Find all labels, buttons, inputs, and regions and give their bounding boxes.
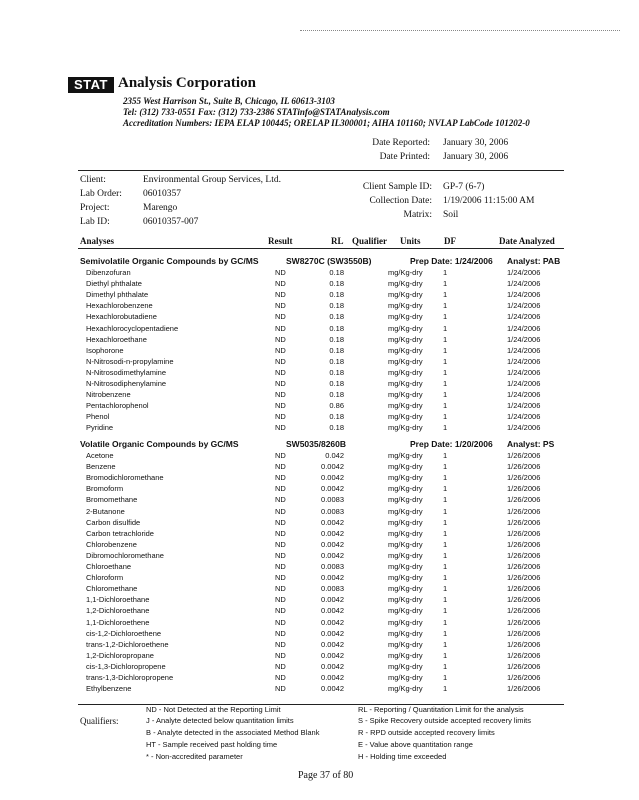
analyte-units: mg/Kg-dry <box>388 661 423 671</box>
analyte-name: Dibromochloromethane <box>86 550 164 560</box>
analyte-date: 1/26/2006 <box>507 550 541 560</box>
analyte-units: mg/Kg-dry <box>388 539 423 549</box>
analyte-result: ND <box>275 495 286 505</box>
collection-date-label: Collection Date: <box>369 196 432 206</box>
analyte-result: ND <box>275 334 286 344</box>
analyte-rl: 0.0042 <box>321 517 344 527</box>
analyte-df: 1 <box>443 301 448 311</box>
col-df: DF <box>444 236 456 246</box>
qualifiers-label: Qualifiers: <box>80 716 119 726</box>
analyte-rl: 0.18 <box>329 268 344 277</box>
header-divider-top <box>78 170 564 171</box>
col-rl: RL <box>331 236 344 246</box>
analyte-rl: 0.042 <box>325 451 344 460</box>
analyte-result: ND <box>275 684 286 694</box>
analyte-units: mg/Kg-dry <box>388 617 423 627</box>
project-value: Marengo <box>143 203 178 213</box>
analyte-result: ND <box>275 367 286 377</box>
analyte-rl: 0.0042 <box>321 550 344 560</box>
client-sample-id-label: Client Sample ID: <box>362 182 432 192</box>
analyte-date: 1/24/2006 <box>507 412 541 422</box>
analyte-date: 1/24/2006 <box>507 379 541 388</box>
analyte-units: mg/Kg-dry <box>388 673 423 682</box>
analyte-units: mg/Kg-dry <box>388 550 423 560</box>
analyte-units: mg/Kg-dry <box>388 650 423 660</box>
analyte-name: Chloroform <box>86 573 124 583</box>
analyte-units: mg/Kg-dry <box>388 379 423 388</box>
analyte-rl: 0.0042 <box>321 484 344 494</box>
col-qualifier: Qualifier <box>352 236 387 246</box>
analyte-name: 1,1-Dichloroethane <box>86 595 150 605</box>
date-reported-value: January 30, 2006 <box>443 138 509 148</box>
analyte-name: Chloromethane <box>86 584 138 594</box>
analyte-df: 1 <box>443 473 448 483</box>
qualifier-s: S - Spike Recovery outside accepted recovery limits <box>358 716 531 725</box>
analyte-rl: 0.18 <box>329 356 344 366</box>
analyte-df: 1 <box>443 268 448 277</box>
analyte-result: ND <box>275 506 286 516</box>
analyte-result: ND <box>275 528 286 538</box>
analyte-df: 1 <box>443 528 448 538</box>
analyte-units: mg/Kg-dry <box>388 390 423 400</box>
analyte-df: 1 <box>443 539 448 549</box>
company-address: 2355 West Harrison St., Suite B, Chicago, IL 60613-3103 <box>123 96 335 106</box>
section-analyst: Analyst: PS <box>507 439 555 449</box>
analyte-df: 1 <box>443 673 448 682</box>
analyte-units: mg/Kg-dry <box>388 412 423 422</box>
analyte-name: 1,1-Dichloroethene <box>86 617 150 627</box>
qualifier-rl: RL - Reporting / Quantitation Limit for the analysis <box>358 705 524 714</box>
analyte-date: 1/24/2006 <box>507 268 541 277</box>
analyte-rl: 0.18 <box>329 290 344 300</box>
analyte-df: 1 <box>443 517 448 527</box>
analyte-units: mg/Kg-dry <box>388 301 423 311</box>
analyte-date: 1/26/2006 <box>507 673 541 682</box>
analyte-rl: 0.18 <box>329 334 344 344</box>
analyte-date: 1/26/2006 <box>507 617 541 627</box>
analyte-df: 1 <box>443 628 448 638</box>
client-sample-id-value: GP-7 (6-7) <box>443 182 485 192</box>
analyte-date: 1/26/2006 <box>507 528 541 538</box>
section-title: Volatile Organic Compounds by GC/MS <box>80 439 239 449</box>
analyte-units: mg/Kg-dry <box>388 506 423 516</box>
analyte-name: Dimethyl phthalate <box>86 290 149 300</box>
qualifier-r: R - RPD outside accepted recovery limits <box>358 728 495 737</box>
analyte-date: 1/26/2006 <box>507 495 541 505</box>
analyte-units: mg/Kg-dry <box>388 639 423 649</box>
analyte-df: 1 <box>443 334 448 344</box>
analyte-units: mg/Kg-dry <box>388 356 423 366</box>
analyte-result: ND <box>275 639 286 649</box>
analyte-name: Dibenzofuran <box>86 268 131 277</box>
matrix-label: Matrix: <box>403 210 432 220</box>
analyte-rl: 0.18 <box>329 423 344 433</box>
analyte-date: 1/26/2006 <box>507 562 541 571</box>
analyte-date: 1/26/2006 <box>507 606 541 616</box>
project-label: Project: <box>80 203 110 213</box>
analyte-df: 1 <box>443 484 448 494</box>
analyte-units: mg/Kg-dry <box>388 606 423 616</box>
analyte-result: ND <box>275 550 286 560</box>
analyte-df: 1 <box>443 451 448 460</box>
analyte-result: ND <box>275 451 286 460</box>
col-units: Units <box>400 236 421 246</box>
analyte-date: 1/24/2006 <box>507 334 541 344</box>
analyte-units: mg/Kg-dry <box>388 323 423 333</box>
analyte-date: 1/24/2006 <box>507 323 541 333</box>
analyte-result: ND <box>275 412 286 422</box>
analyte-result: ND <box>275 462 286 472</box>
analyte-df: 1 <box>443 423 448 433</box>
analyte-result: ND <box>275 301 286 311</box>
analyte-name: Pentachlorophenol <box>86 401 149 411</box>
analyte-df: 1 <box>443 584 448 594</box>
analyte-date: 1/26/2006 <box>507 661 541 671</box>
analyte-units: mg/Kg-dry <box>388 290 423 300</box>
analyte-name: N-Nitrosodi-n-propylamine <box>86 356 174 366</box>
analyte-rl: 0.18 <box>329 323 344 333</box>
analyte-units: mg/Kg-dry <box>388 367 423 377</box>
analyte-rl: 0.0042 <box>321 650 344 660</box>
analyte-name: N-Nitrosodimethylamine <box>86 367 167 377</box>
analyte-rl: 0.0042 <box>321 684 344 694</box>
section-analyst: Analyst: PAB <box>507 256 561 266</box>
analyte-result: ND <box>275 573 286 583</box>
analyte-name: Hexachlorocyclopentadiene <box>86 323 179 333</box>
analyte-result: ND <box>275 268 286 277</box>
analyte-rl: 0.18 <box>329 312 344 322</box>
analyte-rl: 0.18 <box>329 279 344 289</box>
analyte-date: 1/24/2006 <box>507 356 541 366</box>
analyte-date: 1/26/2006 <box>507 573 541 583</box>
analyte-df: 1 <box>443 345 448 355</box>
qualifier-j: J - Analyte detected below quantitation limits <box>146 716 294 725</box>
analyte-df: 1 <box>443 356 448 366</box>
analyte-date: 1/26/2006 <box>507 628 541 638</box>
analyte-result: ND <box>275 650 286 660</box>
analyte-result: ND <box>275 290 286 300</box>
analyte-result: ND <box>275 423 286 433</box>
analyte-df: 1 <box>443 290 448 300</box>
qualifier-e: E - Value above quantitation range <box>358 740 473 749</box>
analyte-rl: 0.0042 <box>321 673 344 682</box>
analyte-result: ND <box>275 562 286 571</box>
col-analyses: Analyses <box>80 236 115 246</box>
analyte-result: ND <box>275 628 286 638</box>
analyte-name: 1,2-Dichloropropane <box>86 650 154 660</box>
analyte-name: 2-Butanone <box>86 506 125 516</box>
analyte-date: 1/24/2006 <box>507 312 541 322</box>
scan-artifact-line <box>300 30 620 31</box>
analyte-name: Bromomethane <box>86 495 138 505</box>
section-prep-date: Prep Date: 1/24/2006 <box>410 256 493 266</box>
analyte-name: Nitrobenzene <box>86 390 131 400</box>
analyte-rl: 0.0042 <box>321 539 344 549</box>
analyte-date: 1/26/2006 <box>507 684 541 694</box>
analyte-name: cis-1,2-Dichloroethene <box>86 628 162 638</box>
analyte-name: Carbon tetrachloride <box>86 528 154 538</box>
analyte-name: Carbon disulfide <box>86 517 141 527</box>
analyte-result: ND <box>275 390 286 400</box>
analyte-units: mg/Kg-dry <box>388 423 423 433</box>
qualifier-h: H - Holding time exceeded <box>358 752 447 761</box>
analyte-result: ND <box>275 673 286 682</box>
analyte-df: 1 <box>443 617 448 627</box>
analyte-name: Chlorobenzene <box>86 539 137 549</box>
analyte-rl: 0.18 <box>329 390 344 400</box>
analyte-date: 1/26/2006 <box>507 584 541 594</box>
analyte-df: 1 <box>443 379 448 388</box>
analyte-date: 1/26/2006 <box>507 595 541 605</box>
analyte-result: ND <box>275 517 286 527</box>
matrix-value: Soil <box>443 210 459 220</box>
analyte-date: 1/24/2006 <box>507 390 541 400</box>
analyte-rl: 0.18 <box>329 367 344 377</box>
analyte-name: Pyridine <box>86 423 114 433</box>
analyte-date: 1/26/2006 <box>507 484 541 494</box>
collection-date-value: 1/19/2006 11:15:00 AM <box>443 196 535 206</box>
section-title: Semivolatile Organic Compounds by GC/MS <box>80 256 259 266</box>
analyte-result: ND <box>275 345 286 355</box>
analyte-name: Benzene <box>86 462 116 472</box>
col-result: Result <box>268 236 293 246</box>
analyte-result: ND <box>275 379 286 388</box>
col-date-analyzed: Date Analyzed <box>499 236 555 246</box>
analyte-name: Hexachloroethane <box>86 334 147 344</box>
company-logo: STAT <box>68 77 114 93</box>
analyte-df: 1 <box>443 562 448 571</box>
analyte-units: mg/Kg-dry <box>388 334 423 344</box>
qualifier-ht: HT - Sample received past holding time <box>146 740 278 749</box>
page-number: Page 37 of 80 <box>298 770 354 781</box>
analyte-date: 1/24/2006 <box>507 279 541 289</box>
analyte-rl: 0.0042 <box>321 573 344 583</box>
analyte-rl: 0.0042 <box>321 462 344 472</box>
section-method: SW8270C (SW3550B) <box>286 256 372 266</box>
analyte-rl: 0.0083 <box>321 506 344 516</box>
analyte-df: 1 <box>443 312 448 322</box>
analyte-units: mg/Kg-dry <box>388 528 423 538</box>
analyte-units: mg/Kg-dry <box>388 573 423 583</box>
analyte-name: Hexachlorobenzene <box>86 301 153 311</box>
analyte-result: ND <box>275 617 286 627</box>
analyte-date: 1/26/2006 <box>507 451 541 460</box>
analyte-units: mg/Kg-dry <box>388 312 423 322</box>
analyte-rl: 0.0042 <box>321 639 344 649</box>
analyte-name: Hexachlorobutadiene <box>86 312 157 322</box>
analyte-df: 1 <box>443 595 448 605</box>
section-prep-date: Prep Date: 1/20/2006 <box>410 439 493 449</box>
analyte-df: 1 <box>443 390 448 400</box>
analyte-date: 1/26/2006 <box>507 639 541 649</box>
analyte-date: 1/26/2006 <box>507 539 541 549</box>
analyte-rl: 0.0083 <box>321 584 344 594</box>
lab-id-label: Lab ID: <box>80 217 110 227</box>
analyte-date: 1/26/2006 <box>507 462 541 472</box>
analyte-units: mg/Kg-dry <box>388 584 423 594</box>
lab-order-label: Lab Order: <box>80 189 122 199</box>
analyte-name: Bromoform <box>86 484 124 494</box>
analyte-df: 1 <box>443 650 448 660</box>
column-header-divider <box>78 248 564 249</box>
analyte-rl: 0.0083 <box>321 562 344 571</box>
analyte-units: mg/Kg-dry <box>388 484 423 494</box>
analyte-df: 1 <box>443 639 448 649</box>
analyte-units: mg/Kg-dry <box>388 462 423 472</box>
analyte-rl: 0.18 <box>329 412 344 422</box>
qualifier-nd: ND - Not Detected at the Reporting Limit <box>146 705 281 714</box>
analyte-units: mg/Kg-dry <box>388 279 423 289</box>
analyte-rl: 0.0083 <box>321 495 344 505</box>
analyte-date: 1/26/2006 <box>507 650 541 660</box>
analyte-result: ND <box>275 473 286 483</box>
analyte-result: ND <box>275 279 286 289</box>
analyte-date: 1/26/2006 <box>507 473 541 483</box>
analyte-units: mg/Kg-dry <box>388 345 423 355</box>
analyte-rl: 0.0042 <box>321 528 344 538</box>
analyte-name: 1,2-Dichloroethane <box>86 606 150 616</box>
lab-order-value: 06010357 <box>143 189 181 199</box>
analyte-date: 1/26/2006 <box>507 517 541 527</box>
section-method: SW5035/8260B <box>286 439 347 449</box>
analyte-name: Bromodichloromethane <box>86 473 164 483</box>
analyte-rl: 0.0042 <box>321 661 344 671</box>
analyte-date: 1/24/2006 <box>507 423 541 433</box>
analyte-result: ND <box>275 323 286 333</box>
qualifier-star: * - Non-accredited parameter <box>146 752 243 761</box>
analyte-result: ND <box>275 401 286 411</box>
analyte-units: mg/Kg-dry <box>388 268 423 277</box>
analyte-date: 1/24/2006 <box>507 345 541 355</box>
analyte-df: 1 <box>443 495 448 505</box>
analyte-name: Isophorone <box>86 345 124 355</box>
qualifier-b: B - Analyte detected in the associated Method Blank <box>146 728 320 737</box>
analyte-rl: 0.18 <box>329 301 344 311</box>
analyte-df: 1 <box>443 550 448 560</box>
analyte-units: mg/Kg-dry <box>388 628 423 638</box>
analyte-df: 1 <box>443 684 448 694</box>
analyte-result: ND <box>275 539 286 549</box>
analyte-rl: 0.0042 <box>321 628 344 638</box>
analyte-df: 1 <box>443 661 448 671</box>
analyte-df: 1 <box>443 279 448 289</box>
analyte-rl: 0.0042 <box>321 595 344 605</box>
analyte-units: mg/Kg-dry <box>388 562 423 571</box>
analyte-df: 1 <box>443 506 448 516</box>
analyte-units: mg/Kg-dry <box>388 401 423 411</box>
analyte-name: Diethyl phthalate <box>86 279 142 289</box>
analyte-rl: 0.0042 <box>321 473 344 483</box>
analyte-result: ND <box>275 661 286 671</box>
analyte-date: 1/24/2006 <box>507 301 541 311</box>
analyte-result: ND <box>275 595 286 605</box>
analyte-date: 1/24/2006 <box>507 367 541 377</box>
date-reported-label: Date Reported: <box>372 138 430 148</box>
analyte-df: 1 <box>443 606 448 616</box>
client-label: Client: <box>80 175 106 185</box>
analyte-rl: 0.86 <box>329 401 344 411</box>
analyte-result: ND <box>275 312 286 322</box>
analyte-date: 1/24/2006 <box>507 290 541 300</box>
analyte-rl: 0.18 <box>329 345 344 355</box>
analyte-units: mg/Kg-dry <box>388 451 423 460</box>
analyte-date: 1/26/2006 <box>507 506 541 516</box>
analyte-rl: 0.18 <box>329 379 344 388</box>
analyte-units: mg/Kg-dry <box>388 684 423 694</box>
analyte-result: ND <box>275 584 286 594</box>
analyte-result: ND <box>275 356 286 366</box>
analyte-df: 1 <box>443 323 448 333</box>
analyte-name: Chloroethane <box>86 562 132 571</box>
analyte-name: N-Nitrosodiphenylamine <box>86 379 167 388</box>
analyte-units: mg/Kg-dry <box>388 495 423 505</box>
analyte-name: trans-1,3-Dichloropropene <box>86 673 174 682</box>
analyte-result: ND <box>275 606 286 616</box>
date-printed-label: Date Printed: <box>379 152 430 162</box>
analyte-df: 1 <box>443 367 448 377</box>
company-name: Analysis Corporation <box>118 75 256 91</box>
analyte-name: Acetone <box>86 451 114 460</box>
analyte-units: mg/Kg-dry <box>388 517 423 527</box>
analyte-rl: 0.0042 <box>321 606 344 616</box>
analyte-df: 1 <box>443 573 448 583</box>
client-value: Environmental Group Services, Ltd. <box>143 175 281 185</box>
company-contact: Tel: (312) 733-0551 Fax: (312) 733-2386 STATinfo@STATAnalysis.com <box>123 107 390 117</box>
analyte-name: Ethylbenzene <box>86 684 132 694</box>
analyte-units: mg/Kg-dry <box>388 473 423 483</box>
analyte-result: ND <box>275 484 286 494</box>
lab-id-value: 06010357-007 <box>143 217 199 227</box>
analyte-df: 1 <box>443 412 448 422</box>
analyte-df: 1 <box>443 462 448 472</box>
analyte-name: cis-1,3-Dichloropropene <box>86 661 166 671</box>
accreditation-numbers: Accreditation Numbers: IEPA ELAP 100445; ORELAP IL300001; AIHA 101160; NVLAP LabCode 101202-0 <box>123 118 530 128</box>
date-printed-value: January 30, 2006 <box>443 152 509 162</box>
analyte-name: Phenol <box>86 412 110 422</box>
analyte-df: 1 <box>443 401 448 411</box>
analyte-name: trans-1,2-Dichloroethene <box>86 639 169 649</box>
analyte-rl: 0.0042 <box>321 617 344 627</box>
analyte-units: mg/Kg-dry <box>388 595 423 605</box>
analyte-date: 1/24/2006 <box>507 401 541 411</box>
